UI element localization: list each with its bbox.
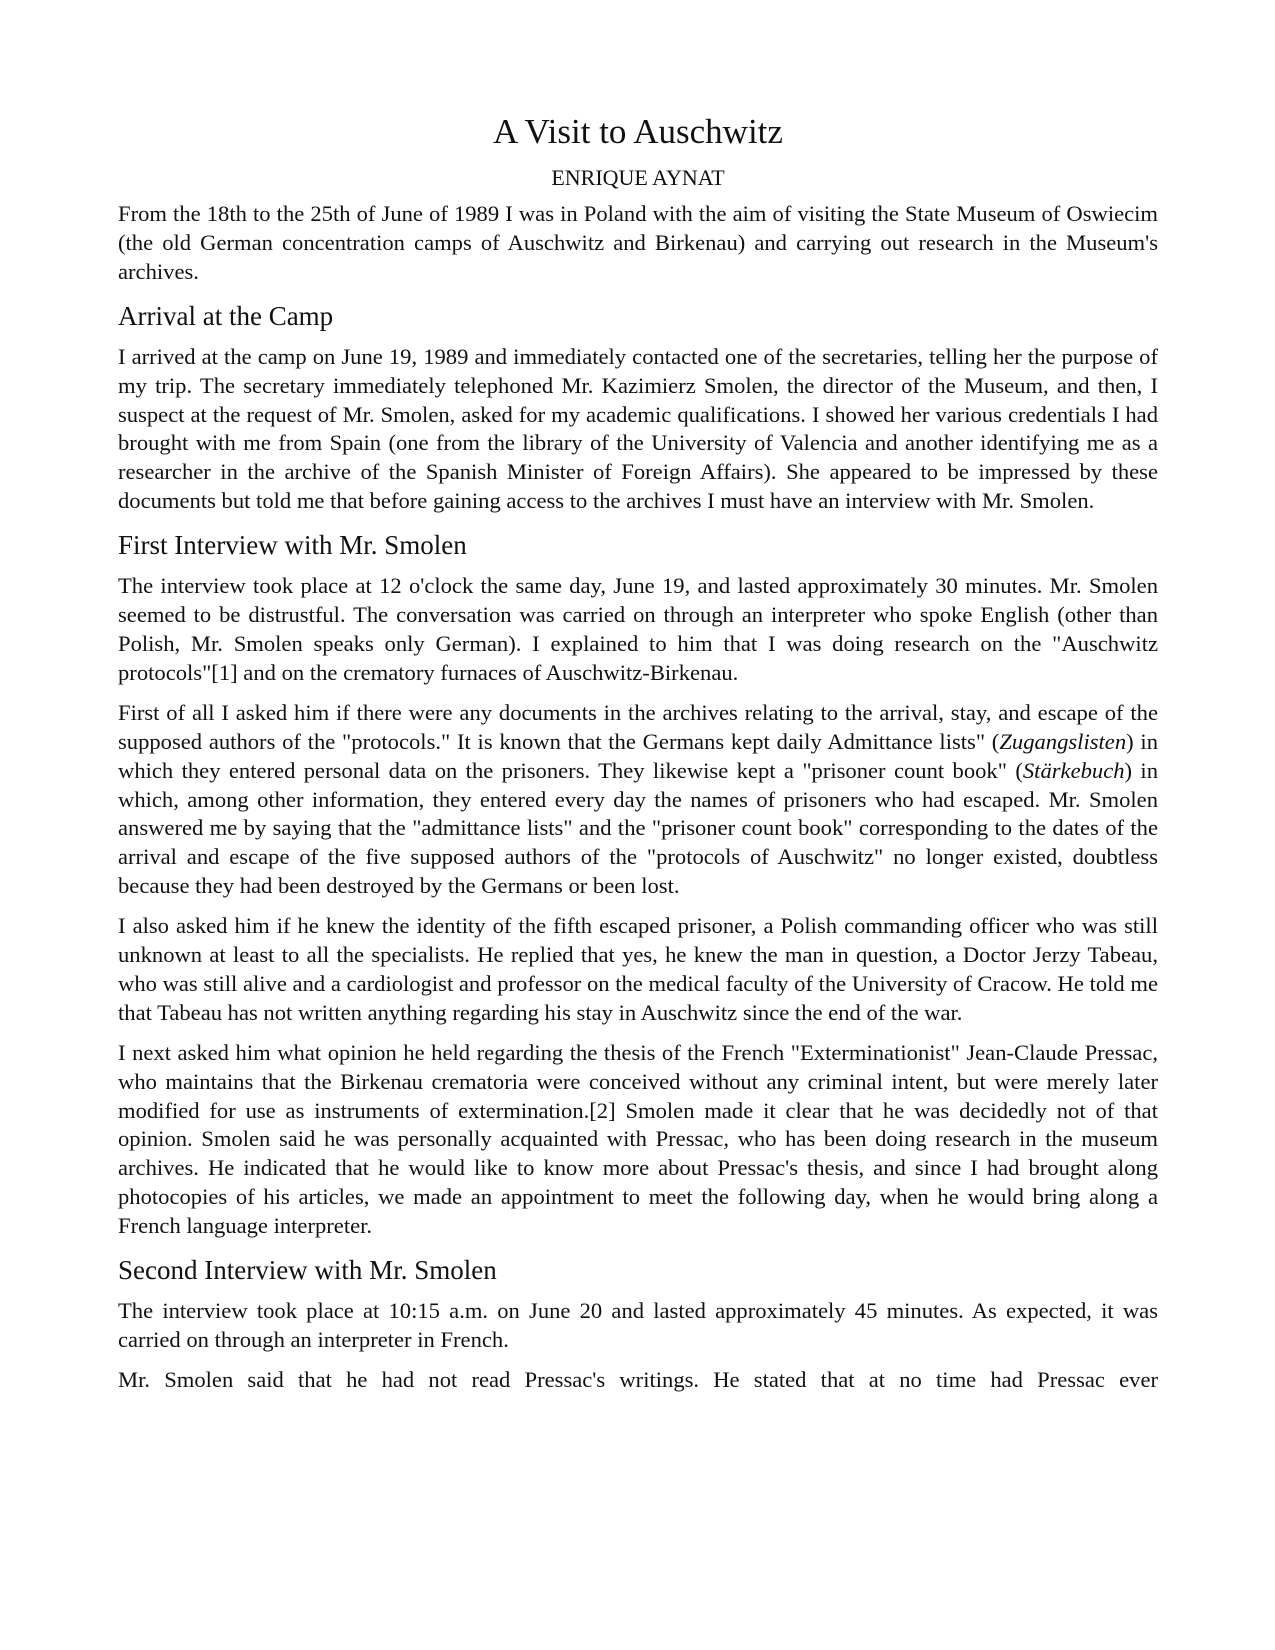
italic-term: Stärkebuch — [1022, 757, 1125, 783]
italic-term: Zugangslisten — [999, 728, 1127, 754]
paragraph-text: ) in which, among other information, they entered every day the names of prisoners who had escaped. Mr. Smolen answered me by saying that the "admittance lists" and the "prisoner count book" corresponding to the dates of the arrival and escape of the five supposed authors of the "protocols of Auschwitz" no longer existed, doubtless because they had been destroyed by the Germans or been lost. — [118, 757, 1159, 899]
section-heading-first-interview: First Interview with Mr. Smolen — [118, 530, 467, 561]
paragraph-text: First of all I asked him if there were any documents in the archives relating to the arrival, stay, and escape of the supposed authors of the "protocols." It is known that the Germans kept daily Admittance lists" ( — [118, 699, 1158, 754]
author-name: ENRIQUE AYNAT — [551, 165, 725, 190]
arrival-paragraph-1: I arrived at the camp on June 19, 1989 and immediately contacted one of the secretaries, telling her the purpose of my trip. The secretary immediately telephoned Mr. Kazimierz Smolen, the director of the Museum, and then, I suspect at the request of Mr. Smolen, asked for my academic qualifications. I showed her various credentials I had brought with me from Spain (one from the library of the University of Valencia and another identifying me as a researcher in the archive of the Spanish Minister of Foreign Affairs). She appeared to be impressed by these documents but told me that before gaining access to the archives I must have an interview with Mr. Smolen. — [118, 343, 1158, 514]
first-interview-paragraph-4: I next asked him what opinion he held regarding the thesis of the French "Exterminationist" Jean-Claude Pressac, who maintains that the Birkenau crematoria were conceived without any criminal intent, but were merely later modified for use as instruments of extermination.[2] Smolen made it clear that he was decidedly not of that opinion. Smolen said he was personally acquainted with Pressac, who has been doing research in the museum archives. He indicated that he would like to know more about Pressac's thesis, and since I had brought along photocopies of his articles, we made an appointment to meet the following day, when he would bring along a French language interpreter. — [118, 1039, 1158, 1239]
second-interview-paragraph-2: Mr. Smolen said that he had not read Pressac's writings. He stated that at no time had Pressac ever — [118, 1366, 1158, 1392]
document-title: A Visit to Auschwitz — [493, 112, 783, 151]
intro-paragraph: From the 18th to the 25th of June of 1989 I was in Poland with the aim of visiting the State Museum of Oswiecim (the old German concentration camps of Auschwitz and Birkenau) and carrying out research in the Museum's archives. — [118, 201, 1158, 284]
section-heading-arrival: Arrival at the Camp — [118, 300, 334, 331]
document-page — [118, 110, 1158, 1406]
first-interview-paragraph-1: The interview took place at 12 o'clock the same day, June 19, and lasted approximately 30 minutes. Mr. Smolen seemed to be distrustful. The conversation was carried on through an interpreter who spoke English (other than Polish, Mr. Smolen speaks only German). I explained to him that I was doing research on the "Auschwitz protocols"[1] and on the crematory furnaces of Auschwitz-Birkenau. — [118, 573, 1158, 685]
first-interview-paragraph-2 — [118, 699, 1158, 901]
first-interview-paragraph-3: I also asked him if he knew the identity of the fifth escaped prisoner, a Polish commanding officer who was still unknown at least to all the specialists. He replied that yes, he knew the man in question, a Doctor Jerzy Tabeau, who was still alive and a cardiologist and professor on the medical faculty of the University of Cracow. He told me that Tabeau has not written anything regarding his stay in Auschwitz since the end of the war. — [118, 913, 1158, 1025]
paragraph-text: ) in which they entered personal data on the prisoners. They likewise kept a "prisoner count book" ( — [118, 728, 1158, 783]
second-interview-paragraph-1: The interview took place at 10:15 a.m. on June 20 and lasted approximately 45 minutes. As expected, it was carried on through an interpreter in French. — [118, 1298, 1158, 1352]
section-heading-second-interview: Second Interview with Mr. Smolen — [118, 1255, 497, 1286]
